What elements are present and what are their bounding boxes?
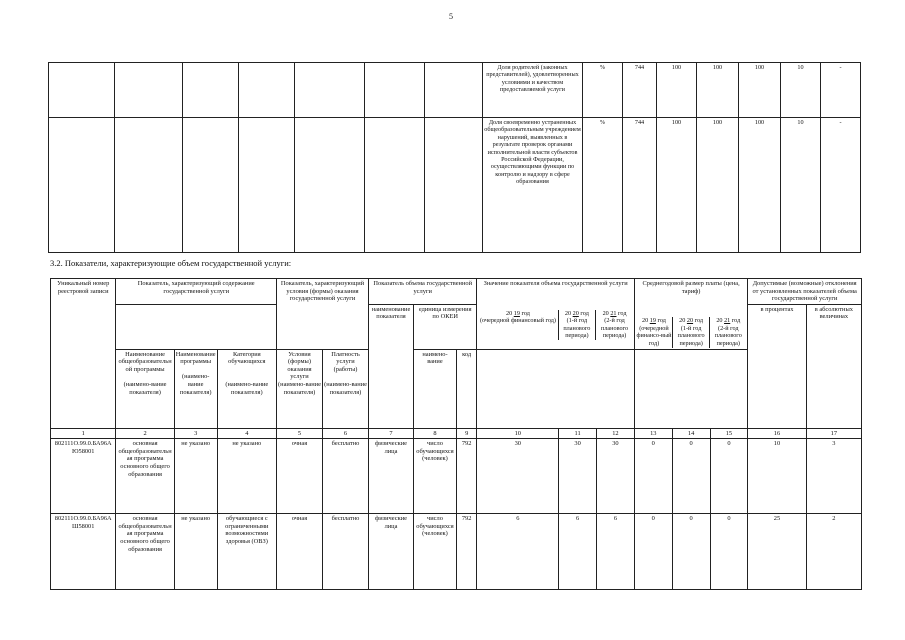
header-dev-pct: в процентах xyxy=(748,304,806,428)
page-number: 5 xyxy=(449,12,453,21)
col-number: 7 xyxy=(369,428,414,439)
col-number: 15 xyxy=(710,428,748,439)
category-cell: не указано xyxy=(217,439,276,514)
value-cell: 100 xyxy=(657,63,697,118)
unit-cell: число обучающихся (человек) xyxy=(414,439,457,514)
value-cell: 100 xyxy=(697,63,739,118)
category-cell: обучающиеся с ограниченными возможностями здоровья (ОВЗ) xyxy=(217,514,276,590)
deviation-abs-cell: - xyxy=(821,118,861,253)
volume-table xyxy=(50,278,862,590)
price-year-1-label: 20 19 год (очередной финансо-вый год) xyxy=(636,317,672,347)
header-pay: Платность услуги (работы) (наимено-вание показателя) xyxy=(322,349,368,428)
header-unit-code: код xyxy=(456,349,476,428)
col-number: 14 xyxy=(672,428,710,439)
header-price-label: Среднегодовой размер платы (цена, тариф) xyxy=(642,280,740,295)
okei-cell: 744 xyxy=(623,63,657,118)
section-title: 3.2. Показатели, характеризующие объем государственной услуги: xyxy=(50,258,292,268)
price-cell: 0 xyxy=(710,439,748,514)
indicator-name: Доля своевременно устраненных общеобразовательным учреждением нарушений, выявленных в результате проверок органами исполнительной власти субъектов Российской Федерации, осуществляющими функции по контролю и надзору в сфере образования xyxy=(483,118,583,253)
year-2-label: 20 20 год (1-й год планового периода) xyxy=(558,310,596,340)
price-year-3-label: 20 21 год (2-й год планового периода) xyxy=(709,317,746,347)
col-number: 9 xyxy=(456,428,476,439)
pay-cell: бесплатно xyxy=(322,514,368,590)
col-number: 4 xyxy=(217,428,276,439)
price-cell: 0 xyxy=(672,439,710,514)
value-cell: 6 xyxy=(559,514,597,590)
program-name-cell: не указано xyxy=(174,439,217,514)
value-cell: 100 xyxy=(657,118,697,253)
col-number: 10 xyxy=(477,428,559,439)
registry-id: 802111О.99.0.БА96АЮ58001 xyxy=(51,439,116,514)
value-cell: 30 xyxy=(477,439,559,514)
value-cell: 30 xyxy=(559,439,597,514)
deviation-pct-cell: 10 xyxy=(781,63,821,118)
header-deviation: Допустимые (возможные) отклонения от установленных показателей объема государственной услуги xyxy=(748,279,862,305)
table-row xyxy=(49,63,861,118)
col-number: 5 xyxy=(276,428,322,439)
deviation-abs-cell: 2 xyxy=(806,514,861,590)
form-cell: очная xyxy=(276,514,322,590)
unit-cell: % xyxy=(583,118,623,253)
header-unique-number: Уникальный номер реестровой записи xyxy=(51,279,116,429)
value-cell: 100 xyxy=(739,63,781,118)
col-number: 6 xyxy=(322,428,368,439)
year-1-label: 20 19 год (очередной финансовый год) xyxy=(479,309,556,325)
code-cell: 792 xyxy=(456,439,476,514)
unit-cell: % xyxy=(583,63,623,118)
header-indicator-name: наименование показателя xyxy=(369,304,414,428)
indicator-cell: физические лица xyxy=(369,514,414,590)
price-cell: 0 xyxy=(634,439,672,514)
col-number: 16 xyxy=(748,428,806,439)
registry-id: 802111О.99.0.БА96АШ58001 xyxy=(51,514,116,590)
price-cell: 0 xyxy=(710,514,748,590)
program-cell: основная общеобразовательная программа основного общего образования xyxy=(116,514,174,590)
column-numbers-row xyxy=(51,428,862,439)
value-cell: 30 xyxy=(597,439,635,514)
quality-table-continued xyxy=(48,62,861,253)
unit-cell: число обучающихся (человек) xyxy=(414,514,457,590)
deviation-abs-cell: - xyxy=(821,63,861,118)
deviation-abs-cell: 3 xyxy=(806,439,861,514)
col-number: 13 xyxy=(634,428,672,439)
table-row xyxy=(51,514,862,590)
price-cell: 0 xyxy=(634,514,672,590)
indicator-name: Доля родителей (законных представителей), удовлетворенных условиями и качеством предоставляемой услуги xyxy=(483,63,583,118)
value-cell: 6 xyxy=(597,514,635,590)
col-number: 2 xyxy=(116,428,174,439)
deviation-pct-cell: 10 xyxy=(748,439,806,514)
program-name-cell: не указано xyxy=(174,514,217,590)
header-program-name: Наименование программы (наимено-вание показателя) xyxy=(174,349,217,428)
okei-cell: 744 xyxy=(623,118,657,253)
year-3-label: 20 21 год (2-й год планового периода) xyxy=(595,310,633,340)
header-category: Категория обучающихся (наимено-вание показателя) xyxy=(217,349,276,428)
col-number: 3 xyxy=(174,428,217,439)
price-cell: 0 xyxy=(672,514,710,590)
header-value xyxy=(477,279,634,350)
program-cell: основная общеобразовательная программа основного общего образования xyxy=(116,439,174,514)
price-year-2-label: 20 20 год (1-й год планового периода) xyxy=(672,317,709,347)
header-conditions: Показатель, характеризующий условия (формы) оказания государственной услуги xyxy=(276,279,368,350)
header-content: Показатель, характеризующий содержание государственной услуги xyxy=(116,279,277,305)
pay-cell: бесплатно xyxy=(322,439,368,514)
value-cell: 100 xyxy=(739,118,781,253)
table-row xyxy=(49,118,861,253)
header-price xyxy=(634,279,748,350)
header-form: Условия (формы) оказания услуги (наимено-вание показателя) xyxy=(276,349,322,428)
col-number: 11 xyxy=(559,428,597,439)
value-cell: 6 xyxy=(477,514,559,590)
header-unit-name: наимено-вание xyxy=(414,349,457,428)
header-unit: единица измерения по ОКЕИ xyxy=(414,304,477,349)
header-value-label: Значение показателя объема государственной услуги xyxy=(483,280,628,287)
code-cell: 792 xyxy=(456,514,476,590)
col-number: 17 xyxy=(806,428,861,439)
header-dev-abs: в абсолютных величинах xyxy=(806,304,861,428)
col-number: 12 xyxy=(597,428,635,439)
col-number: 8 xyxy=(414,428,457,439)
form-cell: очная xyxy=(276,439,322,514)
header-program: Наименование общеобразовательной программы (наимено-вание показателя) xyxy=(116,349,174,428)
col-number: 1 xyxy=(51,428,116,439)
value-cell: 100 xyxy=(697,118,739,253)
deviation-pct-cell: 25 xyxy=(748,514,806,590)
deviation-pct-cell: 10 xyxy=(781,118,821,253)
indicator-cell: физические лица xyxy=(369,439,414,514)
table-row xyxy=(51,439,862,514)
header-volume: Показатель объема государственной услуги xyxy=(369,279,477,305)
